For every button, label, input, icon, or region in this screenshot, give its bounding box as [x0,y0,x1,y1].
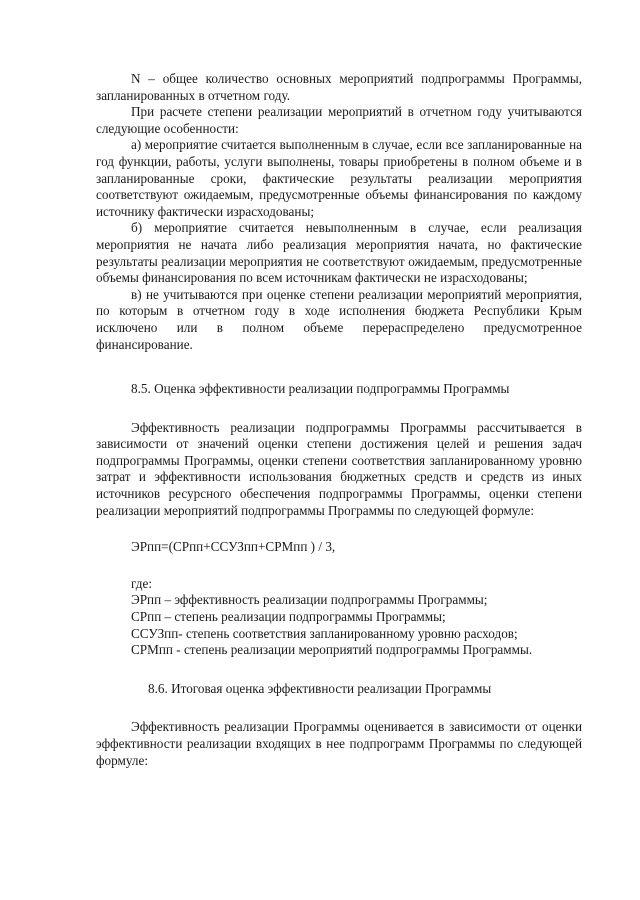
definition-erpp: ЭРпп – эффективность реализации подпрограммы Программы; [131,592,488,608]
paragraph-intro-features: При расчете степени реализации мероприятий в отчетном году учитываются следующие особенности: [96,104,582,136]
formula-subprogram: ЭРпп=(СРпп+ССУЗпп+СРМпп ) / 3, [131,539,336,555]
definition-srpp: СРпп – степень реализации подпрограммы Программы; [131,609,446,625]
definition-ssuzpp: ССУЗпп- степень соответствия запланированному уровню расходов; [131,625,518,641]
document-body [96,71,582,769]
paragraph-program-efficiency: Эффективность реализации Программы оценивается в зависимости от оценки эффективности реализации входящих в нее подпрограмм Программы по следующей формуле: [96,719,582,768]
paragraph-item-b: б) мероприятие считается невыполненным в случае, если реализация мероприятия не начата либо реализация мероприятия начата, но фактические результаты реализации мероприятия не соответствуют ожидаемым, предусмотренные объемы финансирования по всем источникам фактически не израсходованы; [96,220,582,286]
paragraph-n-definition: N – общее количество основных мероприятий подпрограммы Программы, запланированных в отчетном году. [96,71,582,103]
paragraph-item-c: в) не учитываются при оценке степени реализации мероприятий мероприятия, по которым в отчетном году в ходе исполнения бюджета Республики Крым исключено или в полном объеме перераспределено предусмотренное финансирование. [96,286,582,352]
paragraph-item-a: а) мероприятие считается выполненным в случае, если все запланированные на год функции, работы, услуги выполнены, товары приобретены в полном объеме и в запланированные сроки, фактические результаты реализации мероприятия соответствуют ожидаемым, предусмотренные объемы финансирования по каждому источнику фактически израсходованы; [96,137,582,219]
section-heading-8-5: 8.5. Оценка эффективности реализации подпрограммы Программы [131,381,510,397]
formula-where-label: где: [131,575,152,591]
paragraph-subprogram-efficiency: Эффективность реализации подпрограммы Программы рассчитывается в зависимости от значений оценки степени достижения целей и решения задач подпрограммы Программы, оценки степени соответствия запланированному уровню затрат и эффективности использования бюджетных средств и средств из иных источников ресурсного обеспечения подпрограммы Программы, оценки степени реализации мероприятий подпрограммы Программы по следующей формуле: [96,419,582,518]
section-heading-8-6: 8.6. Итоговая оценка эффективности реализации Программы [148,680,492,696]
definition-srmpp: СРМпп - степень реализации мероприятий подпрограммы Программы. [131,642,533,658]
